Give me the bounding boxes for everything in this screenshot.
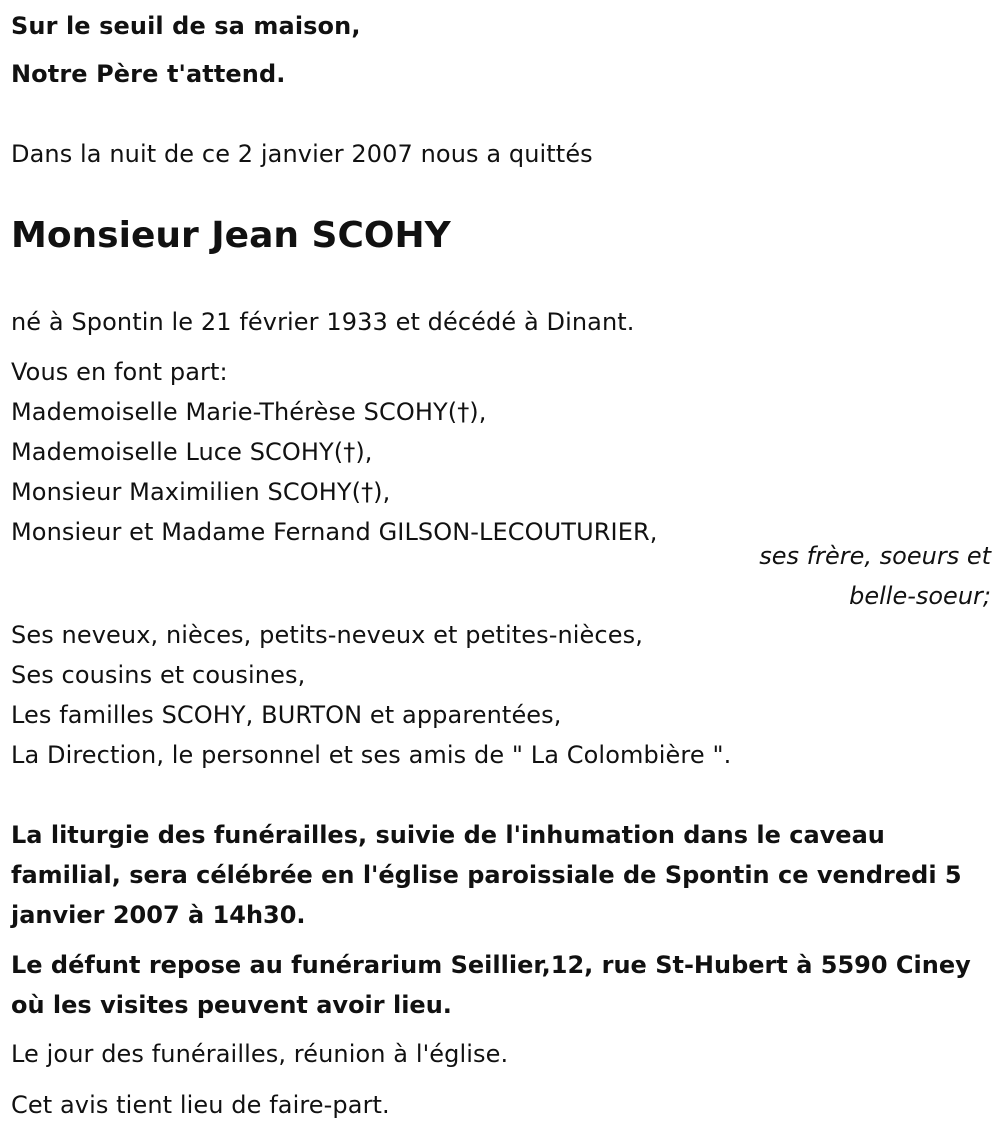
reunion-text: Le jour des funérailles, réunion à l'église. — [11, 1040, 509, 1068]
relation-note — [759, 536, 991, 616]
relation-line-1: ses frère, soeurs et — [759, 542, 991, 570]
announcer-item: Mademoiselle Luce SCOHY(†), — [11, 438, 373, 466]
liturgy-paragraph: La liturgie des funérailles, suivie de l'inhumation dans le caveau familial, sera célébrée en l'église paroissiale de Spontin ce vendredi 5 janvier 2007 à 14h30. — [11, 821, 962, 929]
epigraph-line-2: Notre Père t'attend. — [11, 60, 286, 88]
family-item: Ses cousins et cousines, — [11, 661, 306, 689]
family-list — [11, 615, 731, 775]
family-item: La Direction, le personnel et ses amis de " La Colombière ". — [11, 741, 732, 769]
announcer-item: Mademoiselle Marie-Thérèse SCOHY(†), — [11, 398, 487, 426]
announcer-item: Monsieur Maximilien SCOHY(†), — [11, 478, 391, 506]
family-item: Ses neveux, nièces, petits-neveux et petites-nièces, — [11, 621, 643, 649]
intro-text: Dans la nuit de ce 2 janvier 2007 nous a quittés — [11, 140, 593, 168]
epigraph-line-1: Sur le seuil de sa maison, — [11, 12, 361, 40]
repose-paragraph: Le défunt repose au funérarium Seillier,12, rue St-Hubert à 5590 Ciney où les visites peuvent avoir lieu. — [11, 951, 971, 1019]
deceased-name: Monsieur Jean SCOHY — [11, 215, 451, 256]
announcers-heading: Vous en font part: — [11, 358, 228, 386]
family-item: Les familles SCOHY, BURTON et apparentées, — [11, 701, 562, 729]
announcers-list — [11, 352, 657, 552]
birth-death-text: né à Spontin le 21 février 1933 et décédé à Dinant. — [11, 308, 635, 336]
relation-line-2: belle-soeur; — [849, 582, 991, 610]
notice-text: Cet avis tient lieu de faire-part. — [11, 1091, 390, 1119]
announcer-item: Monsieur et Madame Fernand GILSON-LECOUTURIER, — [11, 518, 658, 546]
